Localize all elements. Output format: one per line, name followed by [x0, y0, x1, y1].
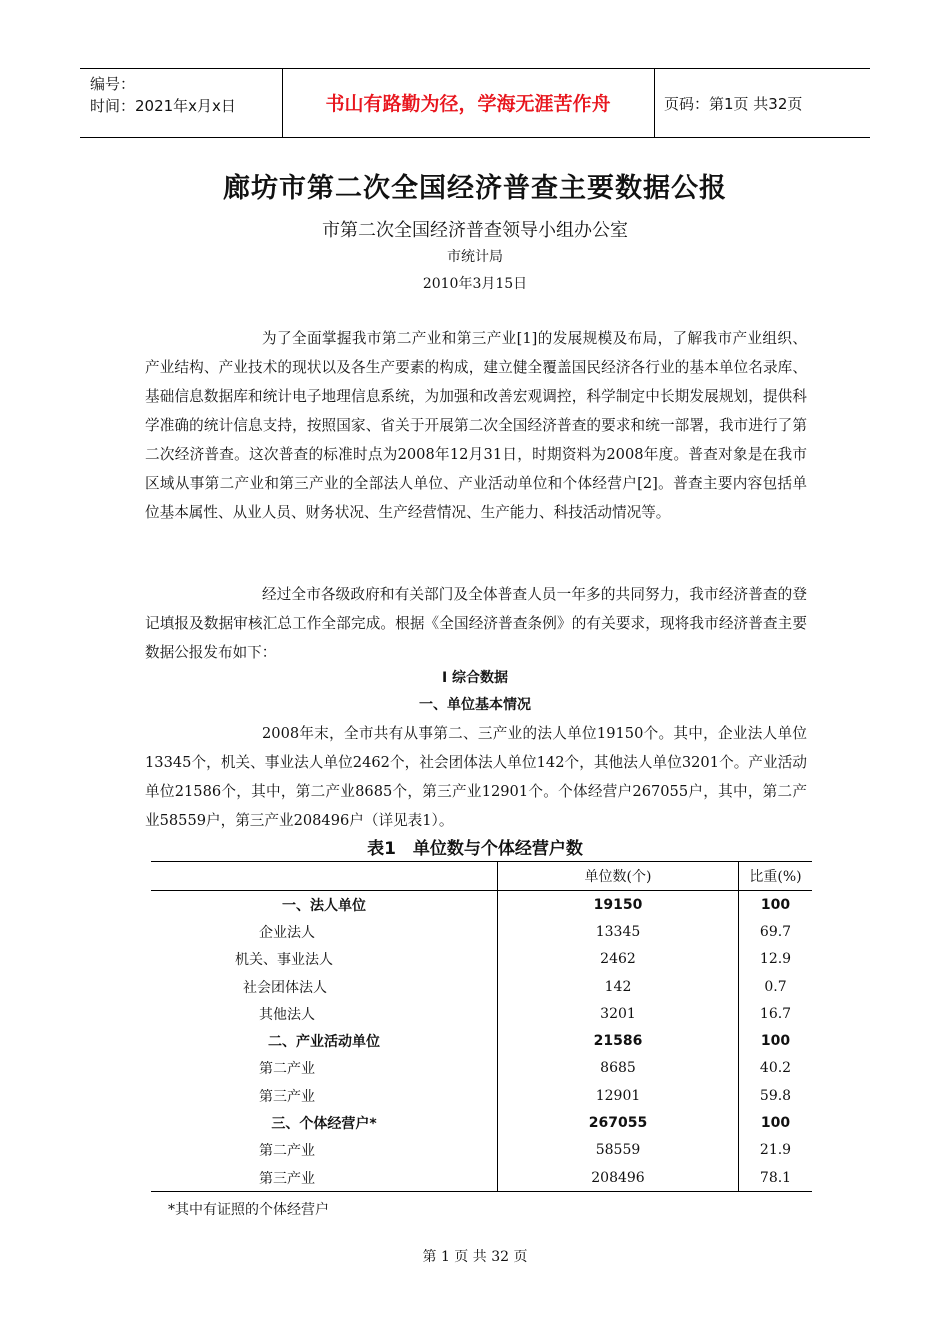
- document-title: 廊坊市第二次全国经济普查主要数据公报: [223, 173, 727, 204]
- header-meta: [90, 73, 236, 117]
- table-row: [151, 946, 812, 973]
- publish-date: 2010年3月15日: [422, 276, 528, 292]
- row-count: 208496: [498, 1164, 739, 1192]
- header-cell: 单位数(个): [498, 862, 739, 891]
- header-cell: 比重(%): [739, 862, 813, 891]
- row-share: 59.8: [759, 1087, 792, 1104]
- table-row: [151, 918, 812, 945]
- row-count: 2462: [498, 946, 739, 973]
- table-row: [151, 973, 812, 1000]
- table-header-row: [151, 862, 812, 891]
- row-count: 267055: [498, 1109, 739, 1136]
- section-heading: Ⅰ 综合数据: [441, 670, 509, 686]
- row-label: 企业法人: [151, 918, 498, 945]
- row-label: 机关、事业法人: [151, 946, 498, 973]
- row-label: 社会团体法人: [151, 973, 498, 1000]
- table-row: [151, 891, 812, 919]
- row-share: 100: [760, 1115, 791, 1132]
- row-label: 其他法人: [151, 1000, 498, 1027]
- row-label: 一、法人单位: [151, 891, 498, 919]
- release-paragraph: 经过全市各级政府和有关部门及全体普查人员一年多的共同努力，我市经济普查的登记填报及数据审核汇总工作全部完成。根据《全国经济普查条例》的有关要求，现将我市经济普查主要数据公报发布如下：: [145, 586, 807, 661]
- issuer-bureau: 市统计局: [447, 249, 503, 265]
- row-label: 第二产业: [151, 1055, 498, 1082]
- row-share: 12.9: [759, 951, 792, 968]
- header-motto: 书山有路勤为径，学海无涯苦作舟: [325, 93, 611, 115]
- row-label: 第二产业: [151, 1137, 498, 1164]
- subsection-heading: 一、单位基本情况: [419, 697, 531, 713]
- table-caption: 表1 单位数与个体经营户数: [367, 839, 583, 859]
- page-footer: 第 1 页 共 32 页: [422, 1249, 528, 1265]
- header-page-info: 页码：第1页 共32页: [664, 95, 803, 113]
- header-divider: [654, 69, 655, 137]
- table-row: [151, 1082, 812, 1109]
- row-label: 二、产业活动单位: [151, 1027, 498, 1054]
- table-row: [151, 1055, 812, 1082]
- row-count: 58559: [498, 1137, 739, 1164]
- header-cell: [151, 862, 498, 891]
- units-table: [151, 861, 812, 1192]
- issuer-office: 市第二次全国经济普查领导小组办公室: [322, 220, 628, 241]
- page-header: [80, 68, 870, 138]
- time-label: 时间：2021年x月x日: [90, 97, 236, 115]
- row-share: 16.7: [759, 1005, 792, 1022]
- table-row: [151, 1109, 812, 1136]
- row-share: 100: [760, 896, 791, 913]
- row-count: 3201: [498, 1000, 739, 1027]
- table-row: [151, 1137, 812, 1164]
- row-label: 第三产业: [151, 1164, 498, 1192]
- row-share: 69.7: [759, 923, 792, 940]
- table-footnote: *其中有证照的个体经营户: [168, 1202, 329, 1218]
- table-row: [151, 1164, 812, 1192]
- row-share: 0.7: [764, 978, 787, 995]
- row-share: 40.2: [759, 1060, 792, 1077]
- row-share: 78.1: [739, 1164, 813, 1192]
- table-row: [151, 1027, 812, 1054]
- row-count: 8685: [498, 1055, 739, 1082]
- row-label: 三、个体经营户*: [151, 1109, 498, 1136]
- units-paragraph: 2008年末，全市共有从事第二、三产业的法人单位19150个。其中，企业法人单位13345个，机关、事业法人单位2462个，社会团体法人单位142个，其他法人单位3201个。产业活动单位21586个，其中，第二产业8685个，第三产业12901个。个体经营户267055户，其中，第二产业58559户，第三产业208496户（详见表1）。: [145, 725, 807, 829]
- row-count: 13345: [498, 918, 739, 945]
- row-share: 21.9: [759, 1142, 792, 1159]
- row-share: 100: [760, 1033, 791, 1050]
- row-count: 19150: [498, 891, 739, 919]
- intro-paragraph: 为了全面掌握我市第二产业和第三产业[1]的发展规模及布局，了解我市产业组织、产业结构、产业技术的现状以及各生产要素的构成，建立健全覆盖国民经济各行业的基本单位名录库、基础信息数据库和统计电子地理信息系统，为加强和改善宏观调控，科学制定中长期发展规划，提供科学准确的统计信息支持，按照国家、省关于开展第二次全国经济普查的要求和统一部署，我市进行了第二次经济普查。这次普查的标准时点为2008年12月31日，时期资料为2008年度。普查对象是在我市区域从事第二产业和第三产业的全部法人单位、产业活动单位和个体经营户[2]。普查主要内容包括单位基本属性、从业人员、财务状况、生产经营情况、生产能力、科技活动情况等。: [145, 330, 807, 521]
- table-row: [151, 1000, 812, 1027]
- row-count: 142: [498, 973, 739, 1000]
- row-count: 21586: [498, 1027, 739, 1054]
- row-count: 12901: [498, 1082, 739, 1109]
- row-label: 第三产业: [151, 1082, 498, 1109]
- number-label: 编号：: [90, 75, 136, 93]
